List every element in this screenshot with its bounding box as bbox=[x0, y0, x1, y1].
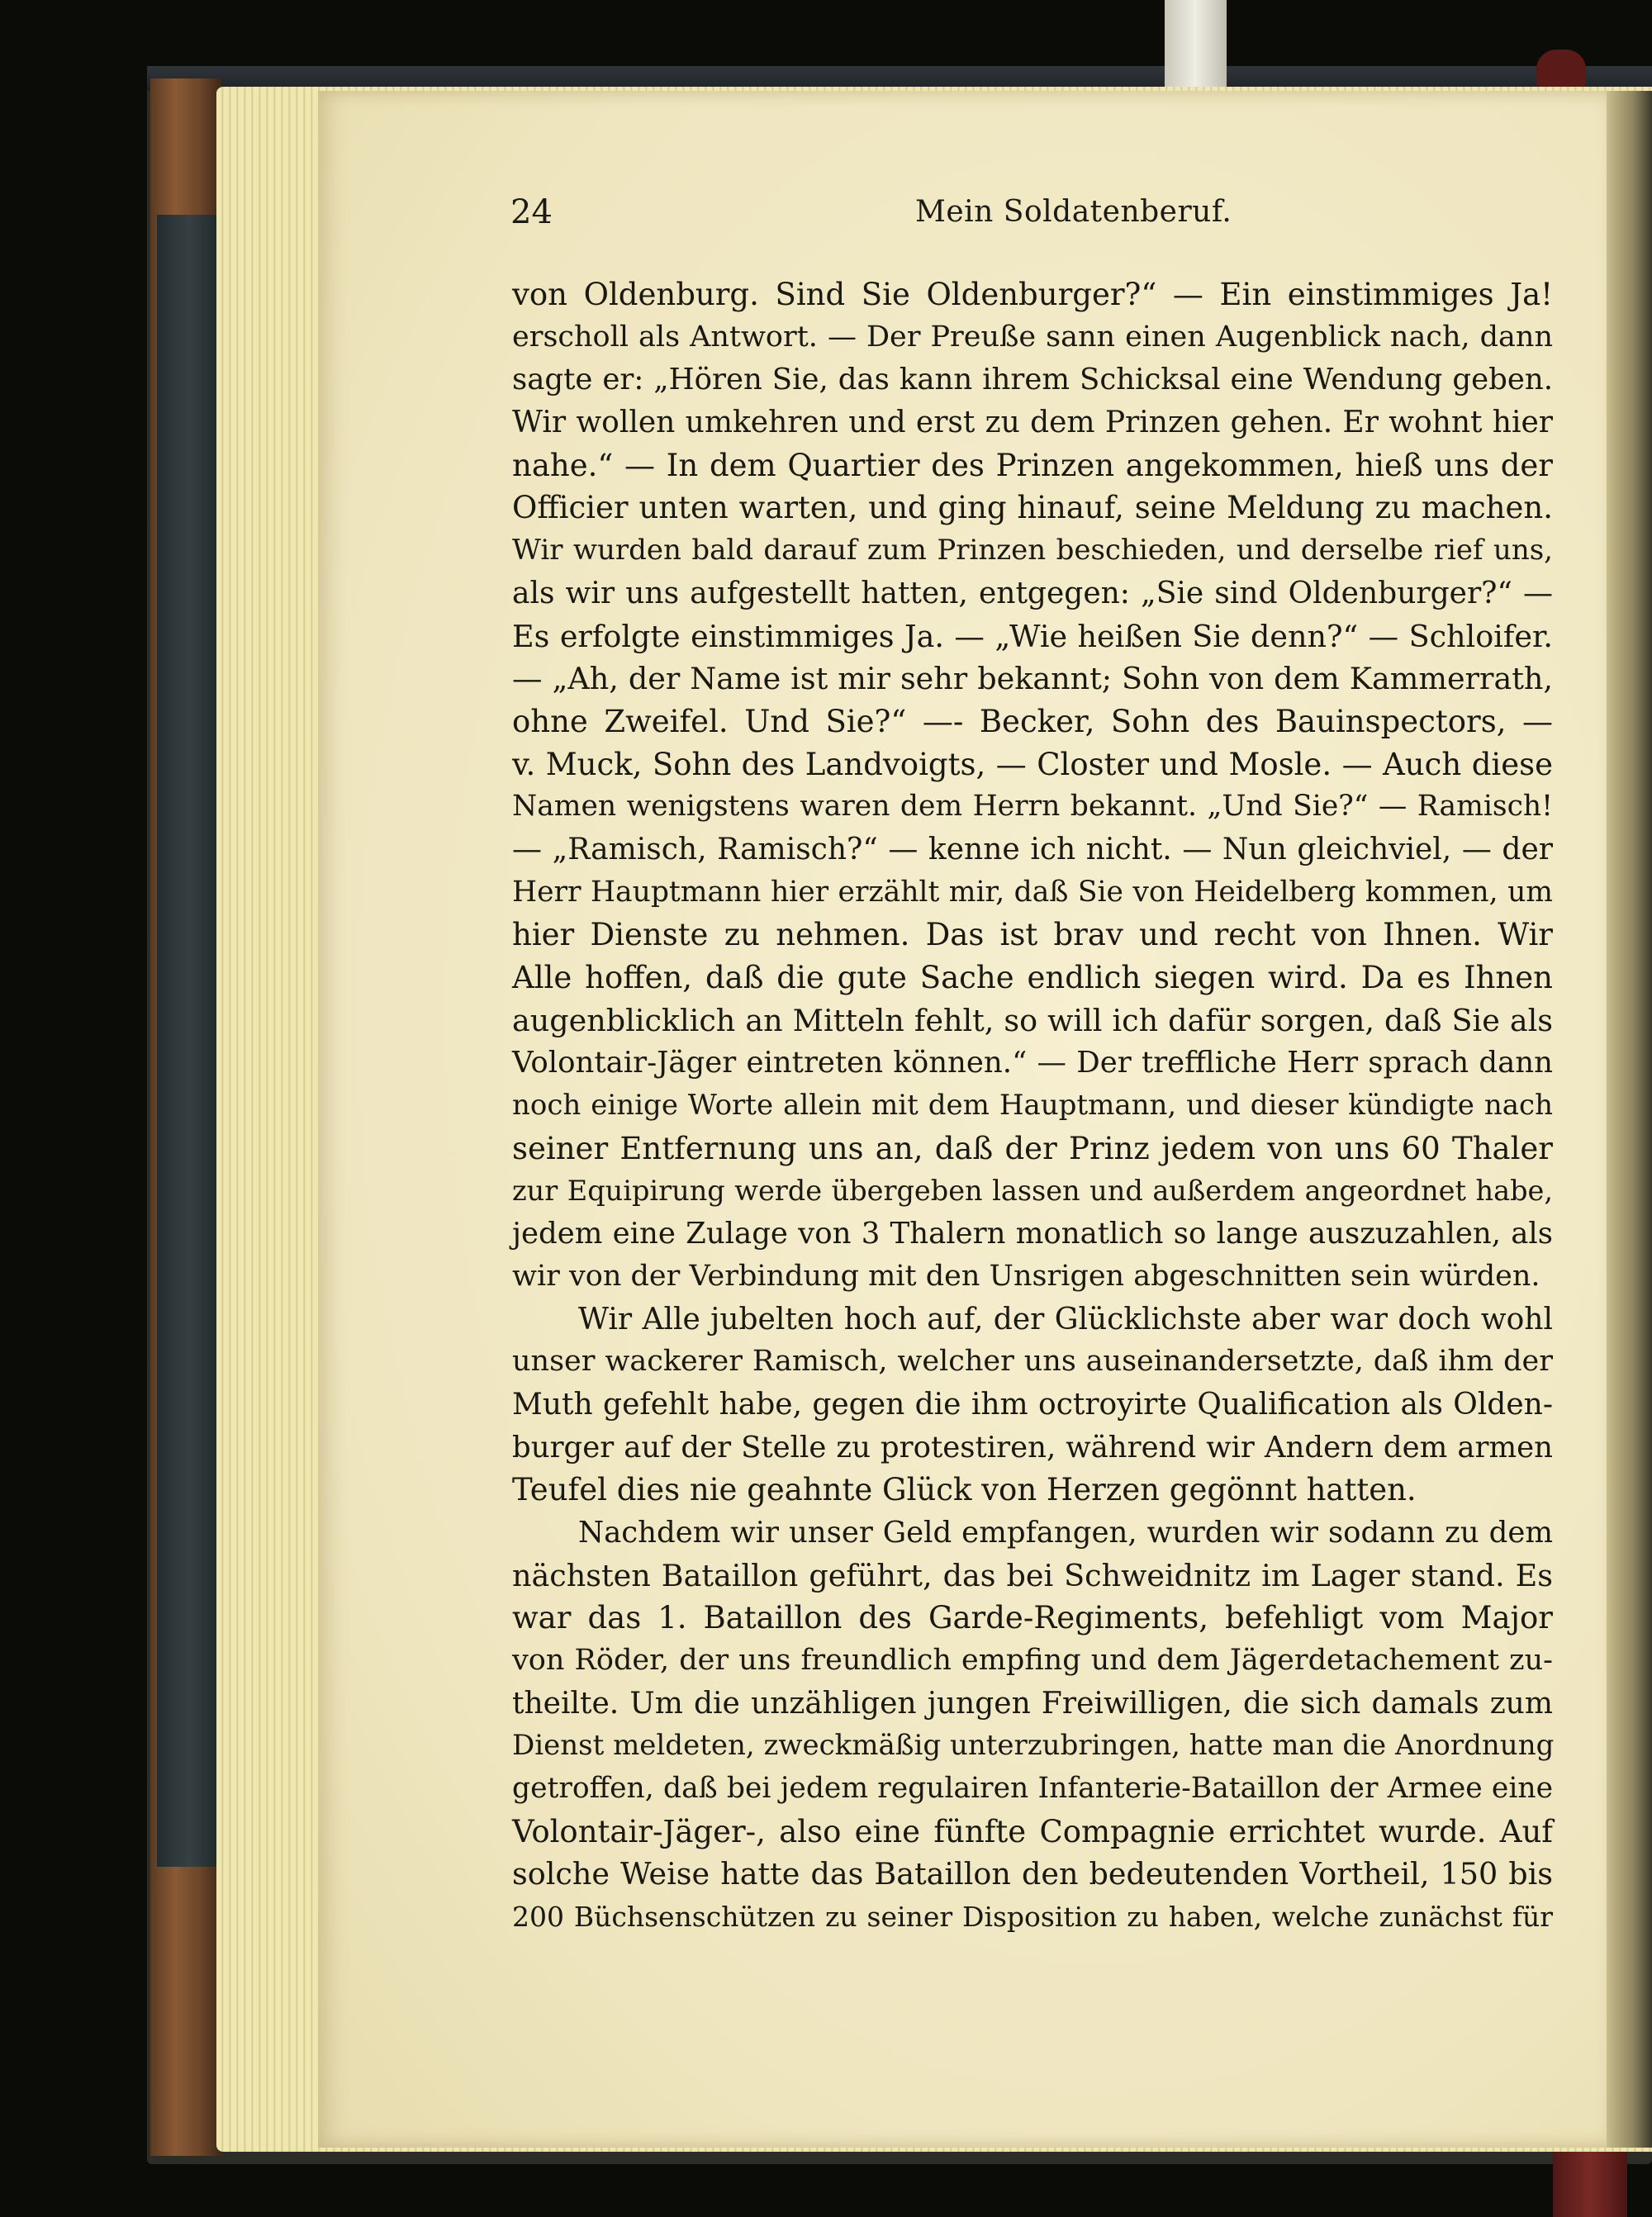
text-line: ohne Zweifel. Und Sie?“ —- Becker, Sohn des Bauinspectors, — bbox=[512, 703, 1553, 739]
text-line: 200 Büchsenschützen zu seiner Disposition zu haben, welche zunächst für bbox=[512, 1901, 1553, 1934]
bookmark-ribbon-top bbox=[1165, 0, 1227, 95]
text-line: Namen wenigstens waren dem Herrn bekannt. „Und Sie?“ — Ramisch! bbox=[512, 790, 1553, 824]
text-line: Muth gefehlt habe, gegen die ihm octroyirte Qualification als Olden- bbox=[512, 1387, 1553, 1422]
text-line: nahe.“ — In dem Quartier des Prinzen angekommen, hieß uns der bbox=[512, 447, 1553, 483]
text-line: getroffen, daß bei jedem regulairen Infanterie-Bataillon der Armee eine bbox=[512, 1772, 1553, 1806]
text-line: unser wackerer Ramisch, welcher uns auseinandersetzte, daß ihm der bbox=[512, 1345, 1553, 1379]
text-line: Es erfolgte einstimmiges Ja. — „Wie heißen Sie denn?“ — Schloifer. bbox=[512, 618, 1553, 654]
body-text bbox=[512, 273, 1553, 1939]
text-line: hier Dienste zu nehmen. Das ist brav und recht von Ihnen. Wir bbox=[512, 917, 1553, 953]
text-line: Volontair-Jäger eintreten können.“ — Der treffliche Herr sprach dann bbox=[512, 1046, 1553, 1080]
text-line: Wir wollen umkehren und erst zu dem Prinzen gehen. Er wohnt hier bbox=[512, 406, 1553, 440]
text-line: Volontair-Jäger-, also eine fünfte Compagnie errichtet wurde. Auf bbox=[512, 1813, 1553, 1849]
text-line: sagte er: „Hören Sie, das kann ihrem Schicksal eine Wendung geben. bbox=[512, 363, 1553, 397]
text-line: augenblicklich an Mitteln fehlt, so will ich dafür sorgen, daß Sie als bbox=[512, 1002, 1553, 1038]
text-line: v. Muck, Sohn des Landvoigts, — Closter und Mosle. — Auch diese bbox=[512, 746, 1553, 782]
text-line: wir von der Verbindung mit den Unsrigen abgeschnitten sein würden. bbox=[512, 1259, 1540, 1293]
text-line: von Röder, der uns freundlich empfing und dem Jägerdetachement zu- bbox=[512, 1644, 1553, 1677]
text-line: von Oldenburg. Sind Sie Oldenburger?“ — Ein einstimmiges Ja! bbox=[512, 277, 1553, 312]
text-line: jedem eine Zulage von 3 Thalern monatlich so lange auszuzahlen, als bbox=[512, 1217, 1553, 1251]
text-line: Officier unten warten, und ging hinauf, seine Meldung zu machen. bbox=[512, 490, 1553, 526]
text-line: Alle hoffen, daß die gute Sache endlich siegen wird. Da es Ihnen bbox=[512, 960, 1553, 995]
running-head: Mein Soldatenberuf. bbox=[915, 195, 1232, 229]
text-line: zur Equipirung werde übergeben lassen und außerdem angeordnet habe, bbox=[512, 1175, 1553, 1208]
text-line: — „Ah, der Name ist mir sehr bekannt; Sohn von dem Kammerrath, bbox=[512, 661, 1553, 697]
text-line: noch einige Worte allein mit dem Hauptmann, und dieser kündigte nach bbox=[512, 1089, 1553, 1123]
cover-cloth-band bbox=[157, 215, 223, 1867]
page-number: 24 bbox=[510, 193, 553, 231]
text-line: Wir Alle jubelten hoch auf, der Glücklichste aber war doch wohl bbox=[578, 1302, 1553, 1336]
text-line: als wir uns aufgestellt hatten, entgegen: „Sie sind Oldenburger?“ — bbox=[512, 576, 1553, 610]
text-line: Nachdem wir unser Geld empfangen, wurden wir sodann zu dem bbox=[578, 1515, 1553, 1550]
text-line: erscholl als Antwort. — Der Preuße sann einen Augenblick nach, dann bbox=[512, 320, 1553, 354]
page-header bbox=[510, 193, 1553, 243]
text-line: — „Ramisch, Ramisch?“ — kenne ich nicht. — Nun gleichviel, — der bbox=[512, 832, 1553, 866]
text-line: Wir wurden bald darauf zum Prinzen beschieden, und derselbe rief uns, bbox=[512, 534, 1553, 567]
text-line: solche Weise hatte das Bataillon den bedeutenden Vortheil, 150 bis bbox=[512, 1856, 1553, 1892]
gutter-shadow bbox=[1607, 91, 1652, 2148]
text-line: war das 1. Bataillon des Garde-Regiments, befehligt vom Major bbox=[512, 1600, 1553, 1636]
text-line: Dienst meldeten, zweckmäßig unterzubringen, hatte man die Anordnung bbox=[512, 1729, 1555, 1763]
text-line: nächsten Bataillon geführt, das bei Schweidnitz im Lager stand. Es bbox=[512, 1557, 1553, 1593]
text-line: seiner Entfernung uns an, daß der Prinz jedem von uns 60 Thaler bbox=[512, 1130, 1553, 1166]
text-line: Teufel dies nie geahnte Glück von Herzen gegönnt hatten. bbox=[512, 1472, 1417, 1508]
text-line: Herr Hauptmann hier erzählt mir, daß Sie von Heidelberg kommen, um bbox=[512, 875, 1553, 909]
text-line: theilte. Um die unzähligen jungen Freiwilligen, die sich damals zum bbox=[512, 1686, 1553, 1721]
text-line: burger auf der Stelle zu protestiren, während wir Andern dem armen bbox=[512, 1430, 1553, 1465]
